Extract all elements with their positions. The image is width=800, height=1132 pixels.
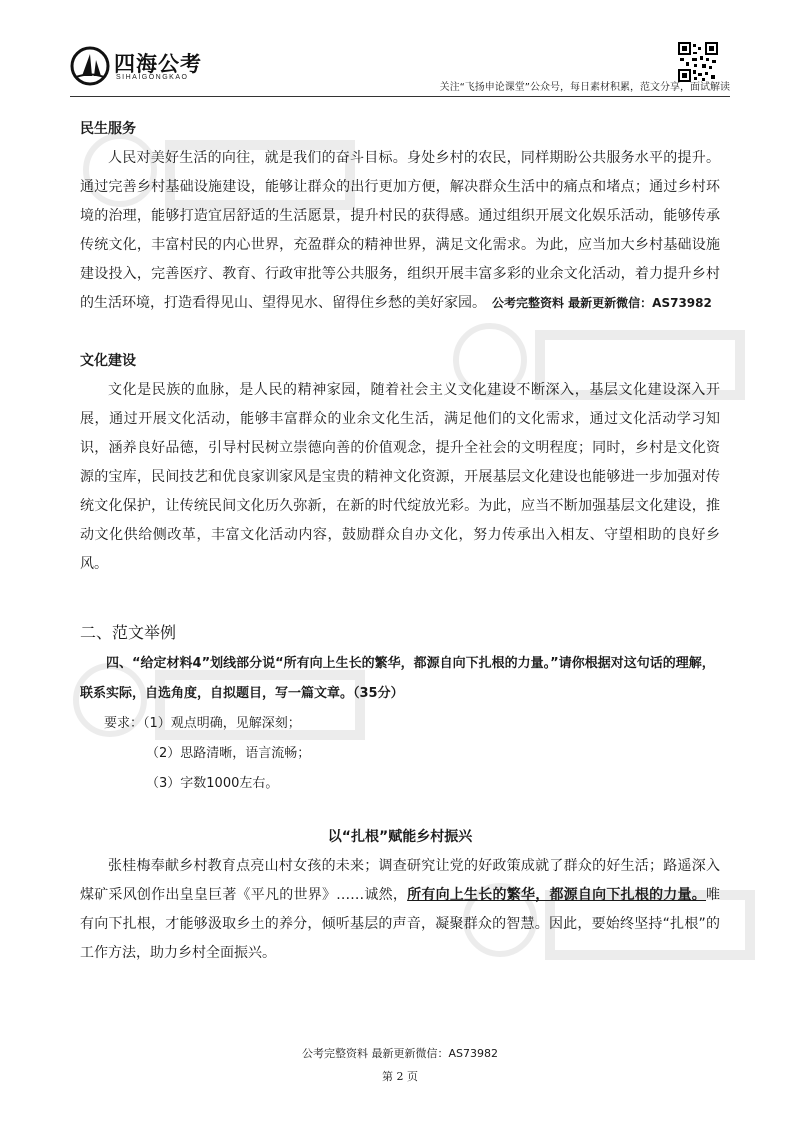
requirements-label: 要求： [104,716,144,731]
essay-underlined-quote: 所有向上生长的繁华，都源自向下扎根的力量。 [407,887,707,903]
section-body: 文化是民族的血脉，是人民的精神家园，随着社会主义文化建设不断深入，基层文化建设深入开展，通过开展文化活动，能够丰富群众的业余文化生活，满足他们的文化需求，通过文化活动学习知识，涵养良好品德，引导村民树立崇德向善的价值观念，提升全社会的文明程度；同时，乡村是文化资源的宝库，民间技艺和优良家训家风是宝贵的精神文化资源，开展基层文化建设也能够进一步加强对传统文化保护，让传统民间文化历久弥新，在新的时代绽放光彩。为此，应当不断加强基层文化建设，推动文化供给侧改革，丰富文化活动内容，鼓励群众自办文化，努力传承出入相友、守望相助的良好乡风。 [80,382,720,572]
section-heading: 文化建设 [80,353,136,369]
qr-code-icon [678,42,718,82]
essay-text: 唯有向下扎根，才能够汲取乡土的养分，倾听基层的声音，凝聚群众的智慧。因此，要始终坚持“扎根”的工作方法，助力乡村全面振兴。 [80,887,721,961]
sample-essay [80,826,720,968]
requirements [104,709,720,739]
section-body [80,144,720,318]
requirement-item: （1）观点明确，见解深刻； [143,716,301,731]
essay-text: 张桂梅奉献乡村教育点亮山村女孩的未来；调查研究让党的好政策成就了群众的好生活；路遥深入煤矿采风创作出皇皇巨著《平凡的世界》……诚然， [80,858,720,903]
essay-title: 以“扎根”赋能乡村振兴 [327,829,473,845]
essay-body [80,852,720,968]
logo-icon [70,46,110,86]
footer-note: 公考完整资料 最新更新微信：AS73982 [302,1047,498,1060]
section-examples [80,620,720,799]
section-culture [80,350,720,579]
section-heading: 二、范文举例 [80,623,177,642]
requirement-item: （3）字数1000左右。 [146,776,279,791]
section-livelihood [80,118,720,318]
page-number: 第 2 页 [382,1070,418,1083]
logo-text: 四海公考 [114,52,202,76]
logo-subtitle: SIHAIGONGKAO [116,74,189,81]
header-divider [70,96,730,97]
header-tagline: 关注“飞扬申论课堂”公众号，每日素材积累，范文分享，面试解读 [439,82,730,93]
section-heading: 民生服务 [80,121,136,137]
requirement-item: （2）思路清晰，语言流畅； [146,746,311,761]
contact-note: 公考完整资料 最新更新微信：AS73982 [492,296,712,310]
question-text: 四、“给定材料4”划线部分说“所有向上生长的繁华，都源自向下扎根的力量。”请你根据对这句话的理解，联系实际，自选角度，自拟题目，写一篇文章。（35分） [80,656,715,701]
page-header [70,38,730,96]
paragraph-text: 人民对美好生活的向往，就是我们的奋斗目标。身处乡村的农民，同样期盼公共服务水平的提升。通过完善乡村基础设施建设，能够让群众的出行更加方便，解决群众生活中的痛点和堵点；通过乡村环境的治理，能够打造宜居舒适的生活愿景，提升村民的获得感。通过组织开展文化娱乐活动，能够传承传统文化，丰富村民的内心世界，充盈群众的精神世界，满足文化需求。为此，应当加大乡村基础设施建设投入，完善医疗、教育、行政审批等公共服务，组织开展丰富多彩的业余文化活动，着力提升乡村的生活环境，打造看得见山、望得见水、留得住乡愁的美好家园。 [80,150,720,311]
